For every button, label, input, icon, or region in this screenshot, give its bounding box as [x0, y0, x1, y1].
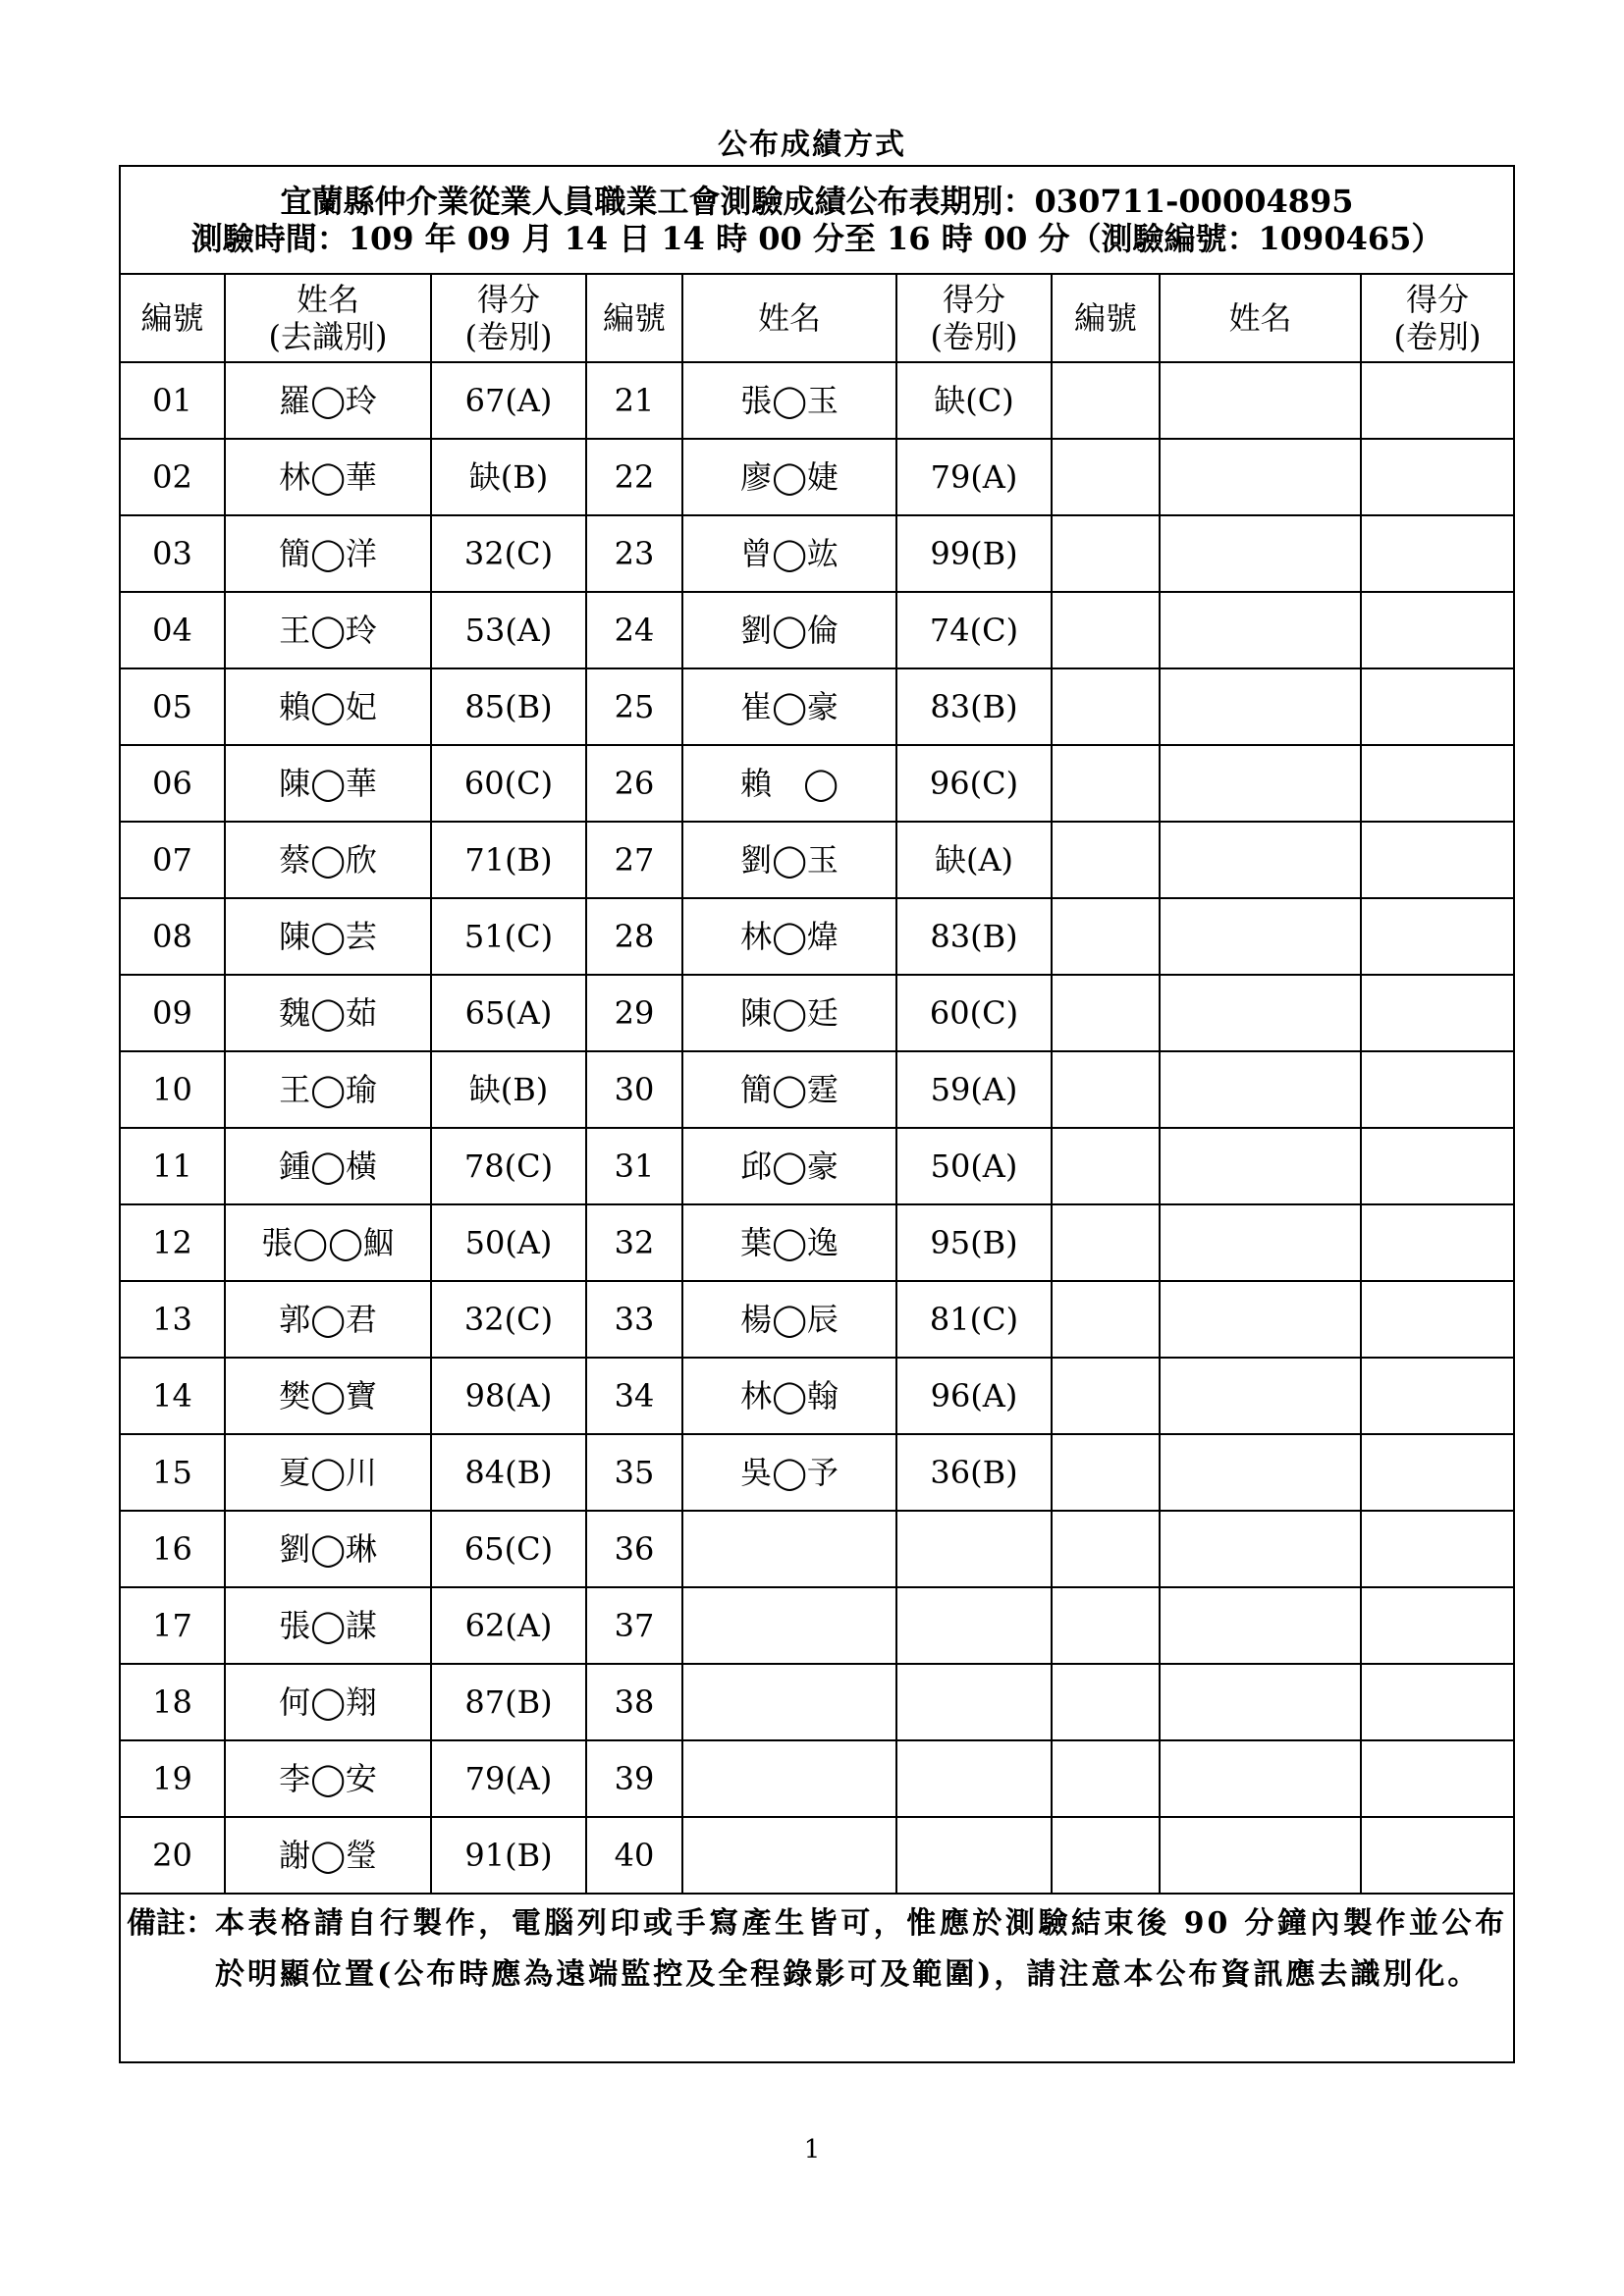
- row-score: 65(A): [431, 975, 586, 1051]
- row-number: 13: [120, 1281, 225, 1358]
- page-title: 公布成績方式: [718, 128, 906, 162]
- col-header-score-2: [896, 274, 1052, 362]
- row-number: 10: [120, 1051, 225, 1128]
- row-number: 04: [120, 592, 225, 668]
- note-cell: [120, 1894, 1514, 2062]
- empty-cell: [1052, 745, 1160, 822]
- table-row: [120, 1587, 1514, 1664]
- row-number: 14: [120, 1358, 225, 1434]
- row-number: 21: [586, 362, 682, 439]
- row-number: 25: [586, 668, 682, 745]
- row-number: 18: [120, 1664, 225, 1740]
- row-name: 林◯華: [225, 439, 431, 515]
- table-row: [120, 592, 1514, 668]
- row-number: 31: [586, 1128, 682, 1204]
- empty-cell: [1052, 362, 1160, 439]
- empty-cell: [1361, 1511, 1514, 1587]
- empty-cell: [1160, 1281, 1361, 1358]
- row-score: 62(A): [431, 1587, 586, 1664]
- row-name: 吳◯予: [682, 1434, 896, 1511]
- row-number: 11: [120, 1128, 225, 1204]
- row-score: 50(A): [431, 1204, 586, 1281]
- empty-cell: [1160, 1511, 1361, 1587]
- table-row: [120, 439, 1514, 515]
- empty-cell: [1052, 1434, 1160, 1511]
- row-score: 83(B): [896, 898, 1052, 975]
- row-score: 53(A): [431, 592, 586, 668]
- row-number: 34: [586, 1358, 682, 1434]
- table-row: [120, 822, 1514, 898]
- table-header-row: [120, 166, 1514, 274]
- row-number: 36: [586, 1511, 682, 1587]
- empty-cell: [1361, 1740, 1514, 1817]
- empty-cell: [1361, 898, 1514, 975]
- empty-cell: [1052, 515, 1160, 592]
- page-number: 1: [803, 2135, 821, 2164]
- empty-cell: [1160, 362, 1361, 439]
- column-header-row: [120, 274, 1514, 362]
- row-name: 羅◯玲: [225, 362, 431, 439]
- header-time-line: 測驗時間：109 年 09 月 14 日 14 時 00 分至 16 時 00 分（測驗編號：1090465）: [190, 220, 1443, 257]
- table-header: [120, 166, 1514, 274]
- empty-cell: [1160, 1358, 1361, 1434]
- row-score: 71(B): [431, 822, 586, 898]
- row-score: 84(B): [431, 1434, 586, 1511]
- row-name: 邱◯豪: [682, 1128, 896, 1204]
- note-text: 本表格請自行製作，電腦列印或手寫產生皆可，惟應於測驗結束後 90 分鐘內製作並公布於明顯位置(公布時應為遠端監控及全程錄影可及範圍)，請注意本公布資訊應去識別化。: [215, 1906, 1508, 1992]
- col-header-score-paper: (卷別): [1393, 318, 1482, 355]
- row-score: [896, 1664, 1052, 1740]
- table-row: [120, 1664, 1514, 1740]
- empty-cell: [1361, 1204, 1514, 1281]
- table-row: [120, 1740, 1514, 1817]
- row-name: 張◯◯鮂: [225, 1204, 431, 1281]
- empty-cell: [1052, 822, 1160, 898]
- empty-cell: [1052, 1587, 1160, 1664]
- empty-cell: [1052, 439, 1160, 515]
- row-name: 簡◯霆: [682, 1051, 896, 1128]
- row-name: 樊◯寶: [225, 1358, 431, 1434]
- table-row: [120, 668, 1514, 745]
- row-name: 郭◯君: [225, 1281, 431, 1358]
- row-number: 06: [120, 745, 225, 822]
- row-number: 28: [586, 898, 682, 975]
- row-number: 01: [120, 362, 225, 439]
- empty-cell: [1361, 592, 1514, 668]
- empty-cell: [1361, 1817, 1514, 1894]
- row-name: [682, 1817, 896, 1894]
- row-number: 02: [120, 439, 225, 515]
- col-header-number-3: 編號: [1052, 274, 1160, 362]
- row-name: 楊◯辰: [682, 1281, 896, 1358]
- row-number: 33: [586, 1281, 682, 1358]
- row-score: 74(C): [896, 592, 1052, 668]
- row-score: 60(C): [431, 745, 586, 822]
- empty-cell: [1052, 898, 1160, 975]
- empty-cell: [1052, 1740, 1160, 1817]
- empty-cell: [1361, 1434, 1514, 1511]
- row-score: 91(B): [431, 1817, 586, 1894]
- row-number: 22: [586, 439, 682, 515]
- row-name: 林◯翰: [682, 1358, 896, 1434]
- row-number: 37: [586, 1587, 682, 1664]
- row-name: 張◯謀: [225, 1587, 431, 1664]
- score-table: [119, 165, 1515, 2063]
- empty-cell: [1052, 1358, 1160, 1434]
- col-header-score-label: 得分: [476, 280, 540, 318]
- col-header-name-2: 姓名: [682, 274, 896, 362]
- empty-cell: [1160, 1051, 1361, 1128]
- row-score: 99(B): [896, 515, 1052, 592]
- empty-cell: [1160, 1434, 1361, 1511]
- empty-cell: [1160, 1587, 1361, 1664]
- empty-cell: [1361, 1128, 1514, 1204]
- row-number: 05: [120, 668, 225, 745]
- empty-cell: [1052, 975, 1160, 1051]
- col-header-score-1: [431, 274, 586, 362]
- empty-cell: [1361, 822, 1514, 898]
- table-row: [120, 515, 1514, 592]
- empty-cell: [1052, 668, 1160, 745]
- row-score: 缺(B): [431, 439, 586, 515]
- empty-cell: [1361, 515, 1514, 592]
- empty-cell: [1160, 1204, 1361, 1281]
- row-name: 夏◯川: [225, 1434, 431, 1511]
- header-title-line: 宜蘭縣仲介業從業人員職業工會測驗成績公布表期別：030711-00004895: [280, 182, 1354, 220]
- empty-cell: [1052, 1817, 1160, 1894]
- row-score: 79(A): [431, 1740, 586, 1817]
- col-header-score-3: [1361, 274, 1514, 362]
- row-name: [682, 1587, 896, 1664]
- row-score: [896, 1511, 1052, 1587]
- row-number: 07: [120, 822, 225, 898]
- row-score: 79(A): [896, 439, 1052, 515]
- row-name: 賴◯妃: [225, 668, 431, 745]
- row-score: 59(A): [896, 1051, 1052, 1128]
- row-number: 27: [586, 822, 682, 898]
- row-score: 32(C): [431, 515, 586, 592]
- row-score: 50(A): [896, 1128, 1052, 1204]
- col-header-name-deid: (去識別): [268, 318, 388, 355]
- row-number: 29: [586, 975, 682, 1051]
- row-name: 劉◯玉: [682, 822, 896, 898]
- empty-cell: [1160, 745, 1361, 822]
- row-number: 17: [120, 1587, 225, 1664]
- note-row: [120, 1894, 1514, 2062]
- row-number: 30: [586, 1051, 682, 1128]
- row-number: 39: [586, 1740, 682, 1817]
- empty-cell: [1052, 1128, 1160, 1204]
- row-number: 24: [586, 592, 682, 668]
- row-name: 李◯安: [225, 1740, 431, 1817]
- row-score: 96(C): [896, 745, 1052, 822]
- empty-cell: [1160, 1817, 1361, 1894]
- row-name: 廖◯婕: [682, 439, 896, 515]
- col-header-name-1: [225, 274, 431, 362]
- row-number: 23: [586, 515, 682, 592]
- row-score: 98(A): [431, 1358, 586, 1434]
- row-score: 87(B): [431, 1664, 586, 1740]
- row-name: 王◯玲: [225, 592, 431, 668]
- empty-cell: [1160, 592, 1361, 668]
- empty-cell: [1361, 1051, 1514, 1128]
- table-row: [120, 1511, 1514, 1587]
- row-number: 20: [120, 1817, 225, 1894]
- col-header-name-3: 姓名: [1160, 274, 1361, 362]
- row-number: 32: [586, 1204, 682, 1281]
- col-header-score-paper: (卷別): [930, 318, 1018, 355]
- row-name: 賴 ◯: [682, 745, 896, 822]
- row-score: 60(C): [896, 975, 1052, 1051]
- row-number: 03: [120, 515, 225, 592]
- row-number: 12: [120, 1204, 225, 1281]
- row-name: [682, 1511, 896, 1587]
- empty-cell: [1052, 1281, 1160, 1358]
- empty-cell: [1160, 1740, 1361, 1817]
- table-row: [120, 362, 1514, 439]
- empty-cell: [1361, 1358, 1514, 1434]
- row-score: 32(C): [431, 1281, 586, 1358]
- table-row: [120, 1434, 1514, 1511]
- empty-cell: [1160, 668, 1361, 745]
- col-header-name-label: 姓名: [296, 280, 359, 318]
- empty-cell: [1361, 1281, 1514, 1358]
- row-number: 15: [120, 1434, 225, 1511]
- row-score: [896, 1587, 1052, 1664]
- col-header-score-label: 得分: [1406, 280, 1470, 318]
- table-row: [120, 975, 1514, 1051]
- empty-cell: [1052, 1664, 1160, 1740]
- row-score: 83(B): [896, 668, 1052, 745]
- row-name: 陳◯廷: [682, 975, 896, 1051]
- row-name: 陳◯芸: [225, 898, 431, 975]
- table-row: [120, 898, 1514, 975]
- empty-cell: [1160, 515, 1361, 592]
- row-score: [896, 1740, 1052, 1817]
- row-number: 38: [586, 1664, 682, 1740]
- empty-cell: [1052, 1204, 1160, 1281]
- row-name: 蔡◯欣: [225, 822, 431, 898]
- row-score: 65(C): [431, 1511, 586, 1587]
- empty-cell: [1361, 1587, 1514, 1664]
- row-name: 謝◯瑩: [225, 1817, 431, 1894]
- row-score: 78(C): [431, 1128, 586, 1204]
- row-number: 16: [120, 1511, 225, 1587]
- empty-cell: [1052, 1511, 1160, 1587]
- row-name: 劉◯倫: [682, 592, 896, 668]
- empty-cell: [1160, 975, 1361, 1051]
- empty-cell: [1160, 1664, 1361, 1740]
- row-score: 67(A): [431, 362, 586, 439]
- row-number: 08: [120, 898, 225, 975]
- row-score: 36(B): [896, 1434, 1052, 1511]
- row-score: 缺(B): [431, 1051, 586, 1128]
- row-name: [682, 1664, 896, 1740]
- col-header-number-2: 編號: [586, 274, 682, 362]
- row-name: 張◯玉: [682, 362, 896, 439]
- empty-cell: [1361, 668, 1514, 745]
- col-header-number-1: 編號: [120, 274, 225, 362]
- row-score: 95(B): [896, 1204, 1052, 1281]
- empty-cell: [1052, 592, 1160, 668]
- row-number: 09: [120, 975, 225, 1051]
- table-row: [120, 1358, 1514, 1434]
- table-row: [120, 1817, 1514, 1894]
- row-score: 缺(A): [896, 822, 1052, 898]
- row-name: 何◯翔: [225, 1664, 431, 1740]
- row-number: 26: [586, 745, 682, 822]
- row-score: 缺(C): [896, 362, 1052, 439]
- row-number: 35: [586, 1434, 682, 1511]
- row-name: 葉◯逸: [682, 1204, 896, 1281]
- table-row: [120, 1051, 1514, 1128]
- empty-cell: [1052, 1051, 1160, 1128]
- row-score: [896, 1817, 1052, 1894]
- row-name: 崔◯豪: [682, 668, 896, 745]
- row-name: 陳◯華: [225, 745, 431, 822]
- empty-cell: [1160, 1128, 1361, 1204]
- row-name: 魏◯茹: [225, 975, 431, 1051]
- table-row: [120, 1281, 1514, 1358]
- row-score: 96(A): [896, 1358, 1052, 1434]
- empty-cell: [1160, 439, 1361, 515]
- row-score: 85(B): [431, 668, 586, 745]
- row-name: 劉◯琳: [225, 1511, 431, 1587]
- empty-cell: [1160, 822, 1361, 898]
- row-name: 鍾◯橫: [225, 1128, 431, 1204]
- empty-cell: [1361, 362, 1514, 439]
- col-header-score-label: 得分: [942, 280, 1005, 318]
- row-number: 40: [586, 1817, 682, 1894]
- empty-cell: [1361, 745, 1514, 822]
- empty-cell: [1361, 439, 1514, 515]
- empty-cell: [1361, 1664, 1514, 1740]
- empty-cell: [1160, 898, 1361, 975]
- table-row: [120, 1204, 1514, 1281]
- row-name: 簡◯洋: [225, 515, 431, 592]
- empty-cell: [1361, 975, 1514, 1051]
- row-score: 81(C): [896, 1281, 1052, 1358]
- row-name: 林◯煒: [682, 898, 896, 975]
- table-row: [120, 745, 1514, 822]
- note-label: 備註：: [127, 1906, 215, 1941]
- row-name: [682, 1740, 896, 1817]
- row-number: 19: [120, 1740, 225, 1817]
- table-row: [120, 1128, 1514, 1204]
- row-name: 王◯瑜: [225, 1051, 431, 1128]
- row-name: 曾◯竑: [682, 515, 896, 592]
- row-score: 51(C): [431, 898, 586, 975]
- col-header-score-paper: (卷別): [464, 318, 553, 355]
